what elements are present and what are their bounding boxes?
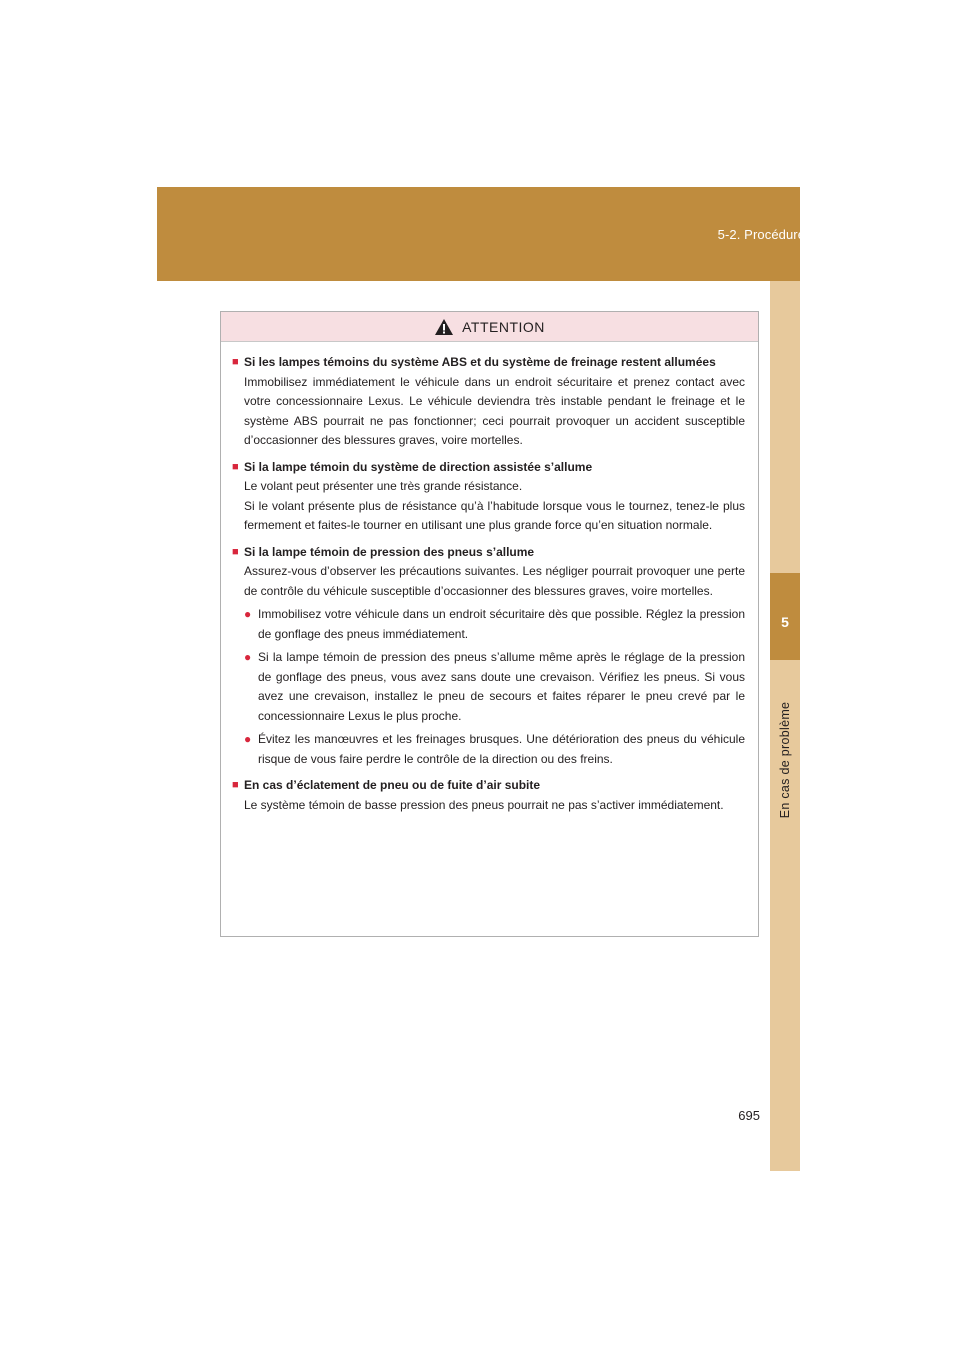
warning-item [232,543,745,770]
bullet-text: Immobilisez votre véhicule dans un endroit sécuritaire dès que possible. Réglez la pression de gonflage des pneus immédiatement. [258,607,745,641]
warning-paragraph: Le système témoin de basse pression des pneus pourrait ne pas s’activer immédiatement. [244,797,724,812]
chapter-title: En cas de problème [778,701,792,819]
warning-body [221,342,758,815]
page-number: 695 [738,1108,760,1123]
warning-paragraph: Le volant peut présenter une très grande résistance. [244,479,523,493]
warning-item-text [244,373,745,451]
warning-header [221,312,758,342]
bullet-item [244,605,745,644]
warning-item-text [244,796,745,816]
warning-item-title: Si les lampes témoins du système ABS et du système de freinage restent allumées [244,355,716,369]
warning-paragraph: Si le volant présente plus de résistance qu’à l’habitude lorsque vous le tournez, tenez-le plus fermement et faites-le tourner en utilisant une plus grande force qu’en situation normale. [244,498,745,532]
warning-item [232,458,745,536]
chapter-number: 5 [781,614,789,630]
red-square-icon: ■ [232,460,239,473]
warning-item-title: Si la lampe témoin de pression des pneus s’allume [244,544,535,559]
warning-item-text [244,477,745,536]
warning-item-heading [232,353,745,373]
section-header: 5-2. Procédures en cas d’urgence [717,227,916,242]
header-band [157,187,800,281]
red-square-icon: ■ [232,356,239,368]
warning-paragraph: Assurez-vous d’observer les précautions suivantes. Les négliger pourrait provoquer une perte de contrôle du véhicule susceptible d’occasionner des blessures graves, voire mortelles. [244,564,745,598]
warning-paragraph: Immobilisez immédiatement le véhicule dans un endroit sécuritaire et prenez contact avec votre concessionnaire Lexus. Le véhicule deviendra très instable pendant le freinage et le système ABS pourrait ne pas fonctionner; ceci pourrait provoquer un accident susceptible d’occasionner des blessures graves, voire mortelles. [244,374,745,447]
red-square-icon: ■ [232,545,239,558]
warning-item-heading [232,776,745,796]
red-bullet-icon: ● [244,650,252,664]
bullet-item [244,648,745,726]
warning-item-text [244,562,745,601]
chapter-block [770,573,800,660]
warning-item-title: Si la lampe témoin du système de direction assistée s’allume [244,459,593,474]
warning-title: ATTENTION [462,318,545,335]
warning-item-heading [232,543,745,563]
warning-box [220,311,759,937]
warning-item-heading [232,458,745,478]
bullet-text: Si la lampe témoin de pression des pneus s’allume même après le réglage de la pression de gonflage des pneus, vous avez sans doute une crevaison. Vérifiez les pneus. Si vous avez une crevaison, installez le pneu de secours et faites réparer le pneu crevé par le concessionnaire Lexus le plus proche. [258,650,745,723]
red-bullet-icon: ● [244,732,252,746]
red-bullet-icon: ● [244,607,252,621]
warning-item-title: En cas d’éclatement de pneu ou de fuite d’air subite [244,778,541,792]
warning-triangle-icon [434,318,454,336]
bullet-text: Évitez les manœuvres et les freinages brusques. Une détérioration des pneus du véhicule risque de vous faire perdre le contrôle de la direction ou des freins. [258,732,745,766]
bullet-item [244,730,745,769]
warning-item [232,776,745,815]
warning-item [232,353,745,451]
red-square-icon: ■ [232,779,239,791]
